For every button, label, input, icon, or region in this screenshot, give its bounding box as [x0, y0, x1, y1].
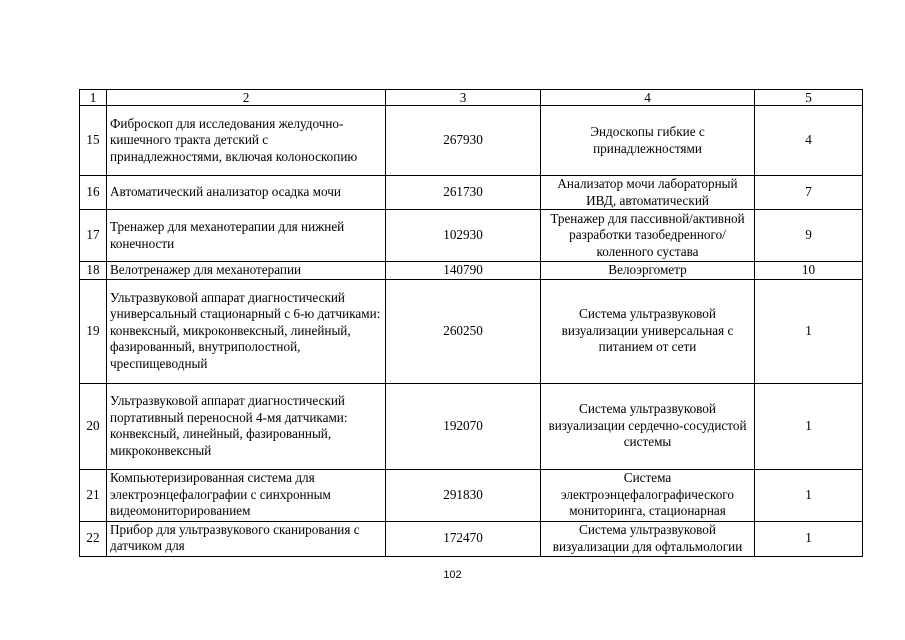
header-col-5: 5: [755, 90, 863, 106]
row-number: 20: [80, 383, 107, 469]
row-number: 21: [80, 469, 107, 521]
row-number: 18: [80, 262, 107, 280]
equipment-code: 261730: [386, 176, 541, 210]
equipment-code: 172470: [386, 521, 541, 556]
table-row: [80, 176, 863, 210]
equipment-category: Тренажер для пассивной/активной разработки тазобедренного/коленного сустава: [541, 210, 755, 262]
table-row: [80, 106, 863, 176]
row-number: 15: [80, 106, 107, 176]
equipment-code: 267930: [386, 106, 541, 176]
row-number: 19: [80, 279, 107, 383]
header-col-2: 2: [107, 90, 386, 106]
equipment-name: Ультразвуковой аппарат диагностический портативный переносной 4-мя датчиками: конвексный, линейный, фазированный, микроконвексный: [107, 383, 386, 469]
equipment-name: Автоматический анализатор осадка мочи: [107, 176, 386, 210]
table-row: [80, 262, 863, 280]
row-number: 22: [80, 521, 107, 556]
equipment-quantity: 1: [755, 383, 863, 469]
equipment-code: 260250: [386, 279, 541, 383]
header-col-4: 4: [541, 90, 755, 106]
equipment-name: Ультразвуковой аппарат диагностический универсальный стационарный с 6-ю датчиками: конвексный, микроконвексный, линейный, фазированный, внутриполостной, чреспищеводный: [107, 279, 386, 383]
equipment-quantity: 1: [755, 469, 863, 521]
equipment-category: Система ультразвуковой визуализации универсальная с питанием от сети: [541, 279, 755, 383]
equipment-name: Велотренажер для механотерапии: [107, 262, 386, 280]
header-col-3: 3: [386, 90, 541, 106]
table-header-row: [80, 90, 863, 106]
table-row: [80, 469, 863, 521]
equipment-name: Фиброскоп для исследования желудочно-кишечного тракта детский с принадлежностями, включая колоноскопию: [107, 106, 386, 176]
equipment-category: Анализатор мочи лабораторный ИВД, автоматический: [541, 176, 755, 210]
equipment-quantity: 4: [755, 106, 863, 176]
equipment-quantity: 7: [755, 176, 863, 210]
equipment-quantity: 9: [755, 210, 863, 262]
equipment-quantity: 1: [755, 279, 863, 383]
equipment-category: Система ультразвуковой визуализации сердечно-сосудистой системы: [541, 383, 755, 469]
table-row: [80, 383, 863, 469]
equipment-table: [79, 89, 863, 557]
equipment-category: Велоэргометр: [541, 262, 755, 280]
table-row: [80, 210, 863, 262]
table-row: [80, 279, 863, 383]
header-col-1: 1: [80, 90, 107, 106]
equipment-code: 291830: [386, 469, 541, 521]
row-number: 17: [80, 210, 107, 262]
equipment-code: 140790: [386, 262, 541, 280]
equipment-quantity: 10: [755, 262, 863, 280]
page-number: 102: [443, 569, 462, 581]
equipment-category: Система ультразвуковой визуализации для офтальмологии: [541, 521, 755, 556]
row-number: 16: [80, 176, 107, 210]
equipment-category: Эндоскопы гибкие с принадлежностями: [541, 106, 755, 176]
equipment-name: Тренажер для механотерапии для нижней конечности: [107, 210, 386, 262]
equipment-category: Система электроэнцефалографического мониторинга, стационарная: [541, 469, 755, 521]
equipment-code: 192070: [386, 383, 541, 469]
equipment-name: Прибор для ультразвукового сканирования с датчиком для: [107, 521, 386, 556]
equipment-code: 102930: [386, 210, 541, 262]
equipment-quantity: 1: [755, 521, 863, 556]
equipment-name: Компьютеризированная система для электроэнцефалографии с синхронным видеомониторированием: [107, 469, 386, 521]
table-row: [80, 521, 863, 556]
